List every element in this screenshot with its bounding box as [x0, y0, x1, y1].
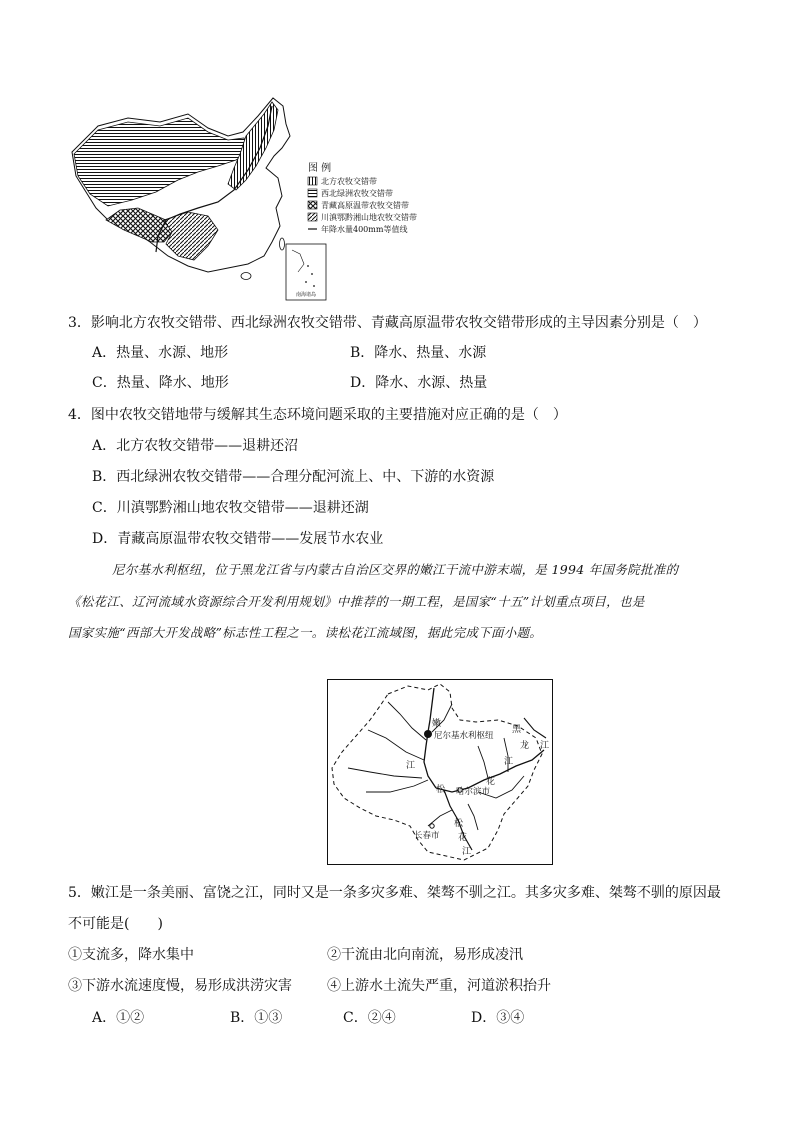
q4-option-a[interactable]: A．北方农牧交错带——退耕还沼 [92, 438, 299, 454]
legend-title: 图 例 [308, 163, 332, 174]
hainan-island [241, 273, 251, 280]
q3-option-d[interactable]: D．降水、水源、热量 [350, 375, 488, 391]
label-song-2: 松 [454, 819, 464, 829]
songhua-basin-map [327, 679, 553, 865]
q5-statement-3: ③下游水流速度慢，易形成洪涝灾害 [68, 978, 292, 994]
question-5-stem-line-2: 不可能是( ) [68, 916, 163, 932]
passage-line-1: 尼尔基水利枢纽，位于黑龙江省与内蒙古自治区交界的嫩江干流中游末端，是 1994 年国务院批准的 [112, 562, 679, 577]
q3-option-c[interactable]: C．热量、降水、地形 [92, 375, 229, 391]
label-hua-1: 花 [486, 777, 496, 787]
legend-item-nw-oasis: 西北绿洲农牧交错带 [321, 189, 393, 198]
map-legend [308, 161, 417, 234]
q5-option-c[interactable]: C．②④ [343, 1010, 396, 1026]
taiwan-island [280, 238, 285, 250]
nierji-dam-marker [424, 730, 432, 738]
q3-option-b[interactable]: B．降水、热量、水源 [350, 345, 487, 361]
label-long: 龙 [520, 741, 530, 751]
q4-option-d[interactable]: D．青藏高原温带农牧交错带——发展节水农业 [92, 531, 384, 547]
legend-item-isoline: 年降水量400mm等值线 [321, 225, 408, 234]
china-map-svg [68, 96, 478, 306]
label-jiang-right: 江 [504, 757, 514, 767]
legend-item-northern: 北方农牧交错带 [321, 177, 377, 186]
changchun-marker [430, 824, 434, 828]
label-jiang-nen: 江 [406, 761, 416, 771]
question-5-stem-line-1: 5．嫩江是一条美丽、富饶之江，同时又是一条多灾多难、桀骜不驯之江。其多灾多难、桀骜不驯的原因最 [68, 885, 721, 901]
label-song-1: 松 [436, 785, 446, 795]
label-hua-2: 花 [458, 833, 468, 843]
heilong-river [524, 718, 546, 738]
q4-option-b[interactable]: B．西北绿洲农牧交错带——合理分配河流上、中、下游的水资源 [92, 469, 495, 485]
label-nen: 嫩 [432, 719, 442, 729]
label-changchun: 长春市 [414, 831, 440, 841]
inset-label: 南海诸岛 [296, 292, 317, 298]
label-nierji: 尼尔基水利枢纽 [434, 731, 494, 741]
legend-item-qinghai-tibet: 青藏高原温带农牧交错带 [321, 201, 409, 210]
q5-option-d[interactable]: D．③④ [471, 1010, 525, 1026]
q4-option-c[interactable]: C．川滇鄂黔湘山地农牧交错带——退耕还湖 [92, 500, 369, 516]
south-china-sea-inset [286, 244, 326, 300]
q5-statement-1: ①支流多，降水集中 [68, 947, 194, 963]
china-ecotone-map [68, 96, 478, 306]
q5-statement-2: ②干流由北向南流，易形成凌汛 [327, 947, 523, 963]
songhua-map-svg [328, 680, 552, 864]
q5-option-a[interactable]: A．①② [92, 1010, 145, 1026]
passage-line-2: 《松花江、辽河流域水资源综合开发利用规划》中推荐的一期工程，是国家“十五”计划重点项目，也是 [68, 594, 645, 609]
q5-statement-4: ④上游水土流失严重，河道淤积抬升 [327, 978, 551, 994]
question-3-stem: 3．影响北方农牧交错带、西北绿洲农牧交错带、青藏高原温带农牧交错带形成的主导因素分别是（ ） [68, 315, 707, 331]
legend-item-sw-mountain: 川滇鄂黔湘山地农牧交错带 [321, 213, 417, 222]
label-harbin: 哈尔滨市 [456, 787, 491, 797]
label-jiang-south: 江 [462, 847, 472, 857]
q5-option-b[interactable]: B．①③ [230, 1010, 283, 1026]
label-hei: 黑 [512, 725, 522, 735]
passage-line-3: 国家实施“西部大开发战略”标志性工程之一。读松花江流域图，据此完成下面小题。 [68, 625, 543, 640]
question-4-stem: 4．图中农牧交错地带与缓解其生态环境问题采取的主要措施对应正确的是（ ） [68, 407, 567, 423]
label-jiang-heilong: 江 [540, 741, 550, 751]
q3-option-a[interactable]: A．热量、水源、地形 [92, 345, 229, 361]
